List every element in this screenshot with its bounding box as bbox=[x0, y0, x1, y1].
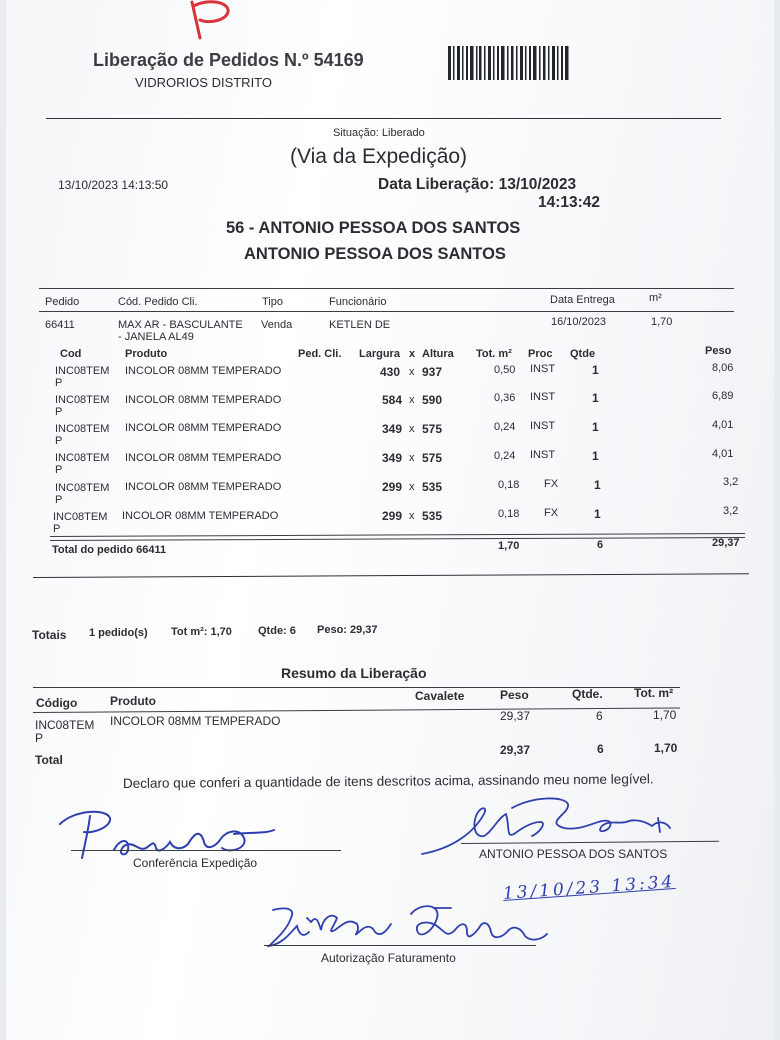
items-col-altura: Altura bbox=[422, 348, 454, 360]
item-cod-suffix: P bbox=[53, 523, 61, 535]
items-col-peso: Peso bbox=[705, 345, 732, 357]
items-col-proc: Proc bbox=[528, 348, 553, 360]
summary-produto: INCOLOR 08MM TEMPERADO bbox=[110, 714, 281, 728]
summary-col-codigo: Código bbox=[36, 696, 78, 710]
summary-peso: 29,37 bbox=[500, 709, 531, 723]
client-code-name: 56 - ANTONIO PESSOA DOS SANTOS bbox=[226, 219, 521, 237]
item-proc: INST bbox=[530, 363, 556, 375]
item-peso: 4,01 bbox=[712, 448, 734, 460]
document-title: Liberação de Pedidos N.º 54169 bbox=[93, 50, 364, 70]
item-altura: 937 bbox=[422, 365, 443, 379]
summary-col-qtde: Qtde. bbox=[572, 687, 603, 701]
item-produto: INCOLOR 08MM TEMPERADO bbox=[122, 510, 279, 522]
order-cod-cli-line1: MAX AR - BASCULANTE bbox=[118, 319, 243, 331]
order-pedido: 66411 bbox=[45, 319, 75, 331]
summary-total-label: Total bbox=[35, 753, 63, 767]
items-col-largura: Largura bbox=[359, 348, 400, 360]
order-total-rule-bottom bbox=[50, 537, 745, 541]
item-largura: 349 bbox=[382, 451, 403, 465]
order-cod-cli-line2: - JANELA AL49 bbox=[118, 331, 194, 343]
item-altura: 535 bbox=[422, 480, 443, 494]
order-total-rule-top bbox=[50, 533, 745, 537]
item-largura: 299 bbox=[382, 509, 403, 523]
item-tot-m2: 0,24 bbox=[494, 450, 516, 462]
order-total-label: Total do pedido 66411 bbox=[52, 544, 167, 556]
item-proc: FX bbox=[544, 478, 559, 490]
order-tipo: Venda bbox=[261, 319, 293, 331]
order-total-peso: 29,37 bbox=[712, 537, 740, 549]
release-time: 14:13:42 bbox=[538, 194, 601, 211]
items-col-tot-m2: Tot. m² bbox=[476, 348, 512, 360]
item-altura: 575 bbox=[422, 422, 443, 436]
items-col-produto: Produto bbox=[125, 348, 168, 360]
item-tot-m2: 0,18 bbox=[498, 479, 520, 491]
item-produto: INCOLOR 08MM TEMPERADO bbox=[125, 394, 282, 406]
item-x: x bbox=[409, 394, 415, 406]
item-peso: 4,01 bbox=[712, 419, 734, 431]
item-cod: INC08TEM bbox=[55, 482, 110, 494]
item-cod-suffix: P bbox=[55, 464, 63, 476]
order-funcionario: KETLEN DE bbox=[329, 319, 391, 331]
items-col-cod: Cod bbox=[60, 348, 82, 360]
totals-qtde: Qtde: 6 bbox=[258, 625, 296, 637]
barcode bbox=[448, 46, 572, 80]
item-x: x bbox=[409, 452, 415, 464]
signature-line-bottom bbox=[264, 945, 536, 946]
item-qtde: 1 bbox=[594, 478, 601, 492]
item-peso: 3,2 bbox=[723, 476, 739, 488]
order-total-qtde: 6 bbox=[597, 539, 604, 551]
col-tipo: Tipo bbox=[262, 296, 283, 308]
summary-header-rule bbox=[33, 707, 680, 713]
status-text: Situação: Liberado bbox=[333, 127, 425, 139]
signature-conferencia bbox=[54, 804, 284, 864]
item-cod: INC08TEM bbox=[55, 452, 110, 464]
summary-codigo: INC08TEM bbox=[35, 718, 95, 732]
signature-line-left bbox=[71, 850, 341, 851]
company-name: VIDRORIOS DISTRITO bbox=[135, 75, 272, 90]
item-tot-m2: 0,18 bbox=[498, 508, 520, 520]
item-largura: 299 bbox=[382, 480, 403, 494]
item-largura: 349 bbox=[382, 422, 403, 436]
item-qtde: 1 bbox=[592, 420, 599, 434]
declaration-text: Declaro que conferi a quantidade de itens descritos acima, assinando meu nome legível. bbox=[122, 771, 654, 791]
summary-codigo-suffix: P bbox=[35, 731, 44, 745]
item-qtde: 1 bbox=[592, 449, 599, 463]
item-cod: INC08TEM bbox=[55, 365, 110, 377]
item-produto: INCOLOR 08MM TEMPERADO bbox=[125, 422, 282, 434]
item-altura: 575 bbox=[422, 451, 443, 465]
item-proc: INST bbox=[530, 420, 556, 432]
item-largura: 430 bbox=[380, 365, 401, 379]
item-produto: INCOLOR 08MM TEMPERADO bbox=[125, 452, 282, 464]
signature-label-bottom: Autorização Faturamento bbox=[321, 951, 456, 965]
item-produto: INCOLOR 08MM TEMPERADO bbox=[125, 481, 282, 493]
handwritten-datetime: 13/10/23 13:34 bbox=[502, 871, 677, 904]
item-cod-suffix: P bbox=[55, 377, 63, 389]
summary-title: Resumo da Liberação bbox=[281, 665, 427, 681]
summary-col-tot-m2: Tot. m² bbox=[634, 686, 674, 700]
item-cod-suffix: P bbox=[55, 406, 63, 418]
items-col-qtde: Qtde bbox=[570, 348, 596, 360]
col-pedido: Pedido bbox=[45, 296, 80, 308]
item-cod: INC08TEM bbox=[53, 511, 108, 523]
item-proc: INST bbox=[530, 391, 556, 403]
totals-peso: Peso: 29,37 bbox=[317, 624, 378, 636]
item-x: x bbox=[409, 510, 415, 522]
item-largura: 584 bbox=[382, 393, 403, 407]
item-tot-m2: 0,24 bbox=[494, 421, 516, 433]
totals-label: Totais bbox=[32, 628, 67, 642]
item-tot-m2: 0,50 bbox=[494, 364, 516, 376]
item-qtde: 1 bbox=[592, 363, 599, 377]
copy-label: (Via da Expedição) bbox=[290, 145, 468, 168]
signature-label-left: Conferência Expedição bbox=[133, 856, 258, 870]
summary-total-peso: 29,37 bbox=[500, 743, 531, 757]
signature-label-right: ANTONIO PESSOA DOS SANTOS bbox=[479, 847, 668, 861]
item-proc: INST bbox=[530, 449, 556, 461]
summary-qtde: 6 bbox=[596, 709, 603, 723]
print-datetime: 13/10/2023 14:13:50 bbox=[58, 178, 169, 192]
items-col-ped-cli: Ped. Cli. bbox=[298, 348, 342, 360]
summary-total-tot-m2: 1,70 bbox=[654, 741, 678, 755]
header-divider bbox=[46, 118, 721, 119]
col-cod-pedido-cli: Cód. Pedido Cli. bbox=[118, 296, 198, 308]
item-altura: 535 bbox=[422, 509, 443, 523]
item-proc: FX bbox=[544, 507, 559, 519]
summary-col-produto: Produto bbox=[110, 694, 156, 708]
order-header-rule bbox=[39, 311, 734, 312]
item-x: x bbox=[409, 366, 415, 378]
order-top-rule bbox=[39, 288, 734, 289]
order-m2: 1,70 bbox=[651, 316, 673, 328]
section-divider bbox=[33, 573, 749, 578]
item-cod: INC08TEM bbox=[55, 423, 110, 435]
item-qtde: 1 bbox=[592, 391, 599, 405]
col-m2: m² bbox=[649, 292, 662, 304]
order-data-entrega: 16/10/2023 bbox=[551, 316, 607, 328]
item-tot-m2: 0,36 bbox=[494, 392, 516, 404]
summary-col-peso: Peso bbox=[500, 688, 529, 702]
item-peso: 8,06 bbox=[712, 362, 734, 374]
item-cod: INC08TEM bbox=[55, 394, 110, 406]
release-date: Data Liberação: 13/10/2023 bbox=[378, 176, 577, 193]
item-peso: 3,2 bbox=[723, 505, 739, 517]
summary-col-cavalete: Cavalete bbox=[415, 689, 465, 703]
item-produto: INCOLOR 08MM TEMPERADO bbox=[125, 365, 282, 377]
item-cod-suffix: P bbox=[55, 435, 63, 447]
col-data-entrega: Data Entrega bbox=[550, 294, 615, 306]
corner-handwritten-mark bbox=[178, 0, 248, 42]
item-x: x bbox=[409, 423, 415, 435]
summary-total-qtde: 6 bbox=[597, 742, 604, 756]
items-col-x: x bbox=[409, 348, 416, 360]
item-cod-suffix: P bbox=[55, 494, 63, 506]
document-page bbox=[6, 0, 774, 1040]
totals-m2: Tot m²: 1,70 bbox=[171, 626, 232, 638]
col-funcionario: Funcionário bbox=[329, 296, 387, 308]
item-x: x bbox=[409, 481, 415, 493]
item-qtde: 1 bbox=[594, 507, 601, 521]
item-peso: 6,89 bbox=[712, 390, 734, 402]
summary-tot-m2: 1,70 bbox=[653, 708, 677, 722]
totals-pedidos: 1 pedido(s) bbox=[89, 627, 148, 639]
order-total-m2: 1,70 bbox=[498, 540, 520, 552]
client-name: ANTONIO PESSOA DOS SANTOS bbox=[244, 245, 506, 263]
item-altura: 590 bbox=[422, 393, 443, 407]
